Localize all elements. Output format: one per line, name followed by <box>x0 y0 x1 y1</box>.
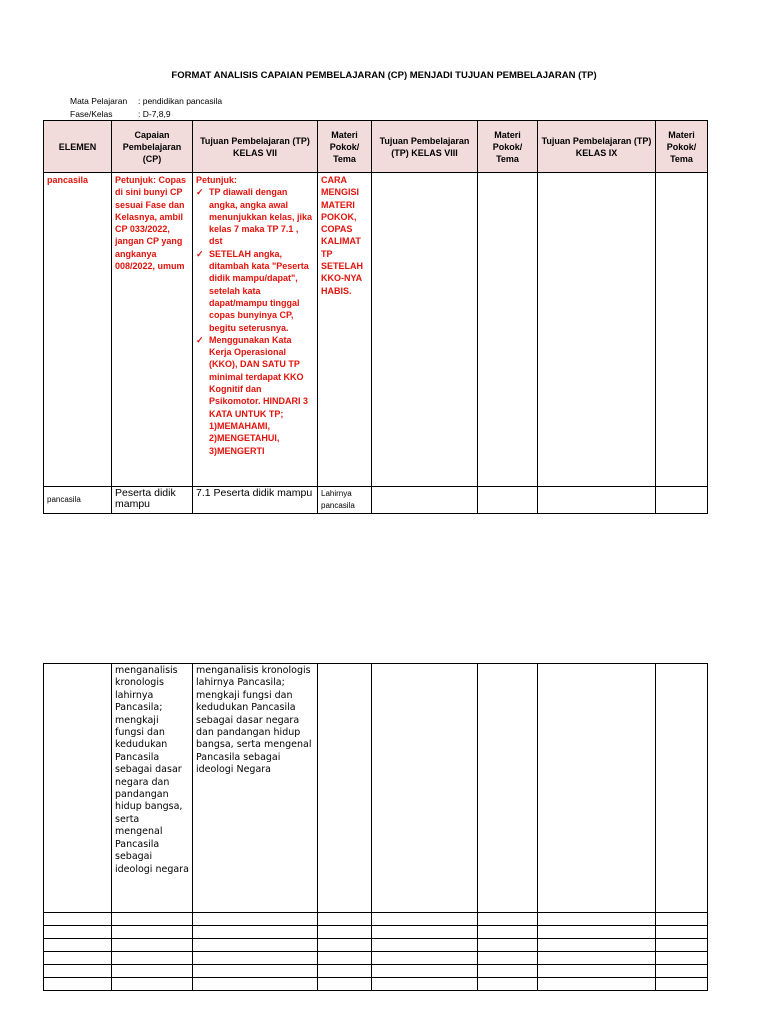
empty-cell <box>538 173 656 487</box>
instruction-tp-heading: Petunjuk: <box>196 175 238 185</box>
mata-pelajaran-value: : pendidikan pancasila <box>138 96 223 106</box>
instruction-cp: Petunjuk: Copas di sini bunyi CP sesuai Fase dan Kelasnya, ambil CP 033/2022, jangan CP yang angkanya 008/2022, umum <box>112 173 193 487</box>
empty-cell <box>372 664 478 913</box>
data-elemen: pancasila <box>44 487 112 514</box>
data-row <box>44 487 708 514</box>
instruction-tp <box>193 173 318 487</box>
empty-cell <box>44 664 112 913</box>
header-tp-kelas-ix: Tujuan Pembelajaran (TP) KELAS IX <box>538 121 656 173</box>
analysis-table <box>43 120 708 514</box>
empty-row <box>44 913 708 926</box>
header-row <box>44 121 708 173</box>
empty-row <box>44 965 708 978</box>
empty-cell <box>656 664 708 913</box>
instruction-tp-item: ✓ SETELAH angka, ditambah kata "Peserta didik mampu/dapat", setelah kata dapat/mampu tinggal copas bunyinya CP, begitu seterusnya. <box>209 248 314 334</box>
fase-kelas-line <box>70 109 171 119</box>
header-materi-viii: Materi Pokok/ Tema <box>478 121 538 173</box>
empty-cell <box>478 173 538 487</box>
header-tp-kelas-viii: Tujuan Pembelajaran (TP) KELAS VIII <box>372 121 478 173</box>
instruction-row <box>44 173 708 487</box>
mata-pelajaran-label: Mata Pelajaran <box>70 96 128 106</box>
page-title: FORMAT ANALISIS CAPAIAN PEMBELAJARAN (CP) MENJADI TUJUAN PEMBELAJARAN (TP) <box>171 70 597 81</box>
data-tp-number: 7.1 <box>196 487 211 499</box>
instruction-tp-list <box>196 186 314 457</box>
empty-row <box>44 926 708 939</box>
header-elemen: ELEMEN <box>44 121 112 173</box>
mata-pelajaran-line <box>70 96 222 106</box>
header-tp-kelas-vii: Tujuan Pembelajaran (TP) KELAS VII <box>193 121 318 173</box>
header-materi-ix: Materi Pokok/ Tema <box>656 121 708 173</box>
empty-cell <box>372 173 478 487</box>
continuation-row <box>44 664 708 913</box>
data-tp-text: Peserta didik mampu <box>213 487 313 499</box>
empty-cell <box>656 487 708 514</box>
data-materi: Lahirnya pancasila <box>318 487 372 514</box>
header-cp: Capaian Pembelajaran (CP) <box>112 121 193 173</box>
data-cp: Peserta didik mampu <box>112 487 193 514</box>
instruction-materi: CARA MENGISI MATERI POKOK, COPAS KALIMAT TP SETELAH KKO-NYA HABIS. <box>318 173 372 487</box>
empty-cell <box>478 664 538 913</box>
empty-cell <box>538 487 656 514</box>
empty-cell <box>538 664 656 913</box>
empty-cell <box>478 487 538 514</box>
empty-row <box>44 978 708 991</box>
empty-row <box>44 952 708 965</box>
empty-cell <box>656 173 708 487</box>
fase-kelas-label: Fase/Kelas <box>70 109 113 119</box>
instruction-elemen: pancasila <box>44 173 112 487</box>
empty-cell <box>318 664 372 913</box>
instruction-tp-item: ✓ TP diawali dengan angka, angka awal menunjukkan kelas, jika kelas 7 maka TP 7.1 , dst <box>209 186 314 247</box>
continuation-cp: menganalisis kronologis lahirnya Pancasila; mengkaji fungsi dan kedudukan Pancasila sebagai dasar negara dan pandangan hidup bangsa, serta mengenal Pancasila sebagai ideologi negara <box>112 664 193 913</box>
continuation-table <box>43 663 708 991</box>
instruction-tp-item: ✓ Menggunakan Kata Kerja Operasional (KKO), DAN SATU TP minimal terdapat KKO Kognitif dan Psikomotor. HINDARI 3 KATA UNTUK TP; 1)MEMAHAMI, 2)MENGETAHUI, 3)MENGERTI <box>209 334 314 457</box>
continuation-tp: menganalisis kronologis lahirnya Pancasila; mengkaji fungsi dan kedudukan Pancasila sebagai dasar negara dan pandangan hidup bangsa, serta mengenal Pancasila sebagai ideologi Negara <box>193 664 318 913</box>
data-tp <box>193 487 318 514</box>
fase-kelas-value: : D-7,8,9 <box>138 109 171 119</box>
empty-cell <box>372 487 478 514</box>
empty-row <box>44 939 708 952</box>
header-materi-vii: Materi Pokok/ Tema <box>318 121 372 173</box>
